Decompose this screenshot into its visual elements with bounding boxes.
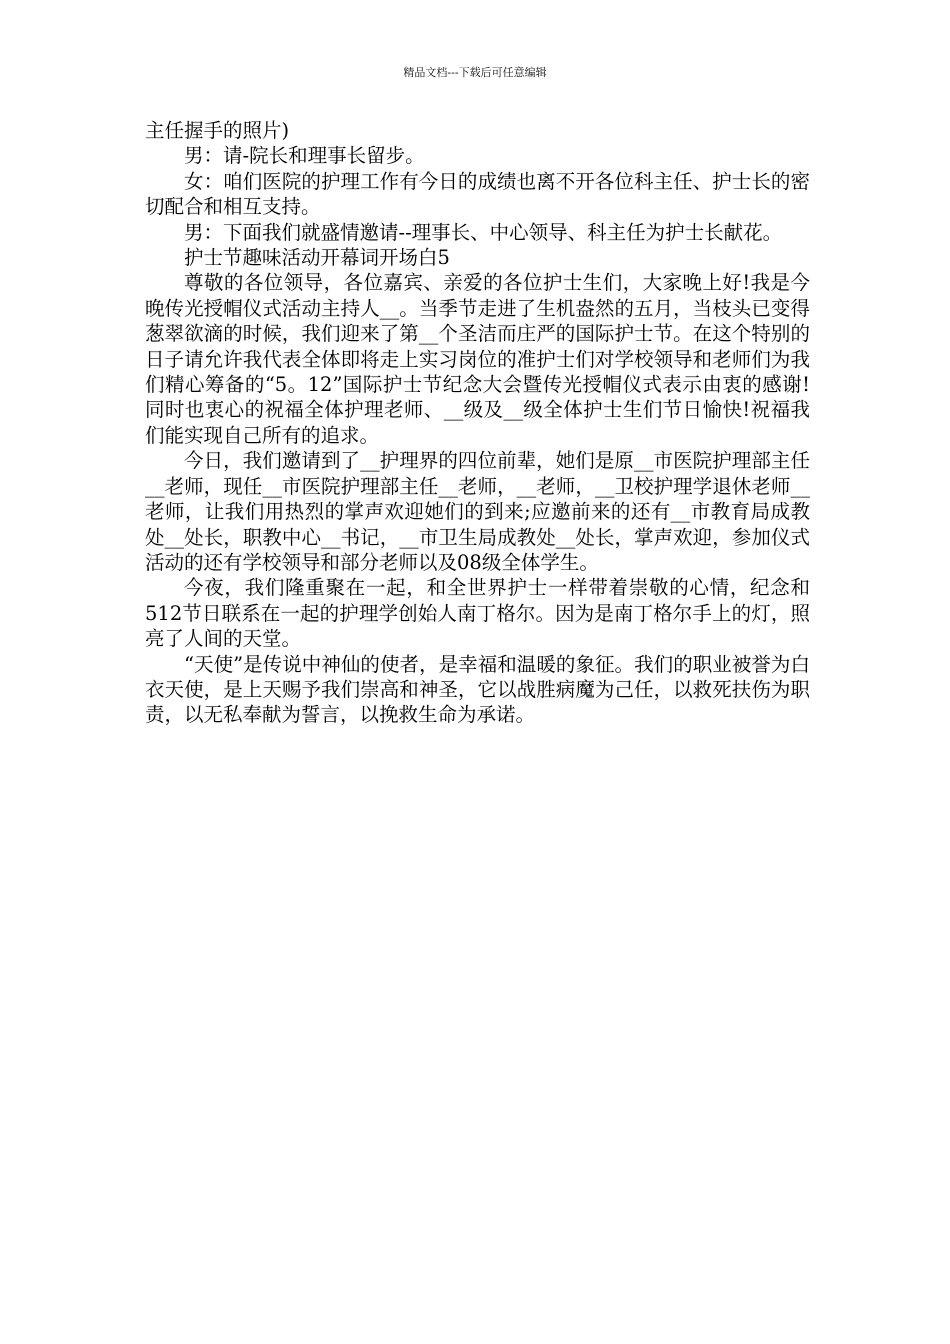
paragraph-7: 今日，我们邀请到了__护理界的四位前辈，她们是原__市医院护理部主任__老师，现任__市医院护理部主任__老师，__老师，__卫校护理学退休老师__老师，让我们用热烈的掌声欢迎她们的到来;应邀前来的还有__市教育局成教处__处长，职教中心__书记，__市卫生局成教处__处长，掌声欢迎，参加仪式活动的还有学校领导和部分老师以及08级全体学生。 xyxy=(145,449,810,574)
section-heading: 护士节趣味活动开幕词开场白5 xyxy=(184,246,450,270)
paragraph-6: 尊敬的各位领导，各位嘉宾、亲爱的各位护士生们，大家晚上好!我是今晚传光授帽仪式活动主持人__。当季节走进了生机盎然的五月，当枝头已变得葱翠欲滴的时候，我们迎来了第__个圣洁而庄严的国际护士节。在这个特别的日子请允许我代表全体即将走上实习岗位的准护士们对学校领导和老师们为我们精心筹备的“5。12”国际护士节纪念大会暨传光授帽仪式表示由衷的感谢!同时也衷心的祝福全体护理老师、__级及__级全体护士生们节日愉快!祝福我们能实现自己所有的追求。 xyxy=(145,271,810,447)
paragraph-3: 女：咱们医院的护理工作有今日的成绩也离不开各位科主任、护士长的密切配合和相互支持。 xyxy=(145,169,810,219)
paragraph-8: 今夜，我们隆重聚在一起，和全世界护士一样带着崇敬的心情，纪念和512节日联系在一起的护理学创始人南丁格尔。因为是南丁格尔手上的灯，照亮了人间的天堂。 xyxy=(145,576,810,651)
paragraph-1: 主任握手的照片) xyxy=(145,119,290,142)
paragraph-4: 男：下面我们就盛情邀请--理事长、中心领导、科主任为护士长献花。 xyxy=(184,220,783,244)
paragraph-9: “天使”是传说中神仙的使者，是幸福和温暖的象征。我们的职业被誉为白衣天使，是上天赐予我们崇高和神圣，它以战胜病魔为己任，以救死扶伤为职责，以无私奉献为誓言，以挽救生命为承诺。 xyxy=(145,652,810,727)
document-body xyxy=(145,118,810,728)
page-header: 精品文档---下载后可任意编辑 xyxy=(403,66,547,79)
paragraph-2: 男：请-院长和理事长留步。 xyxy=(184,144,425,168)
